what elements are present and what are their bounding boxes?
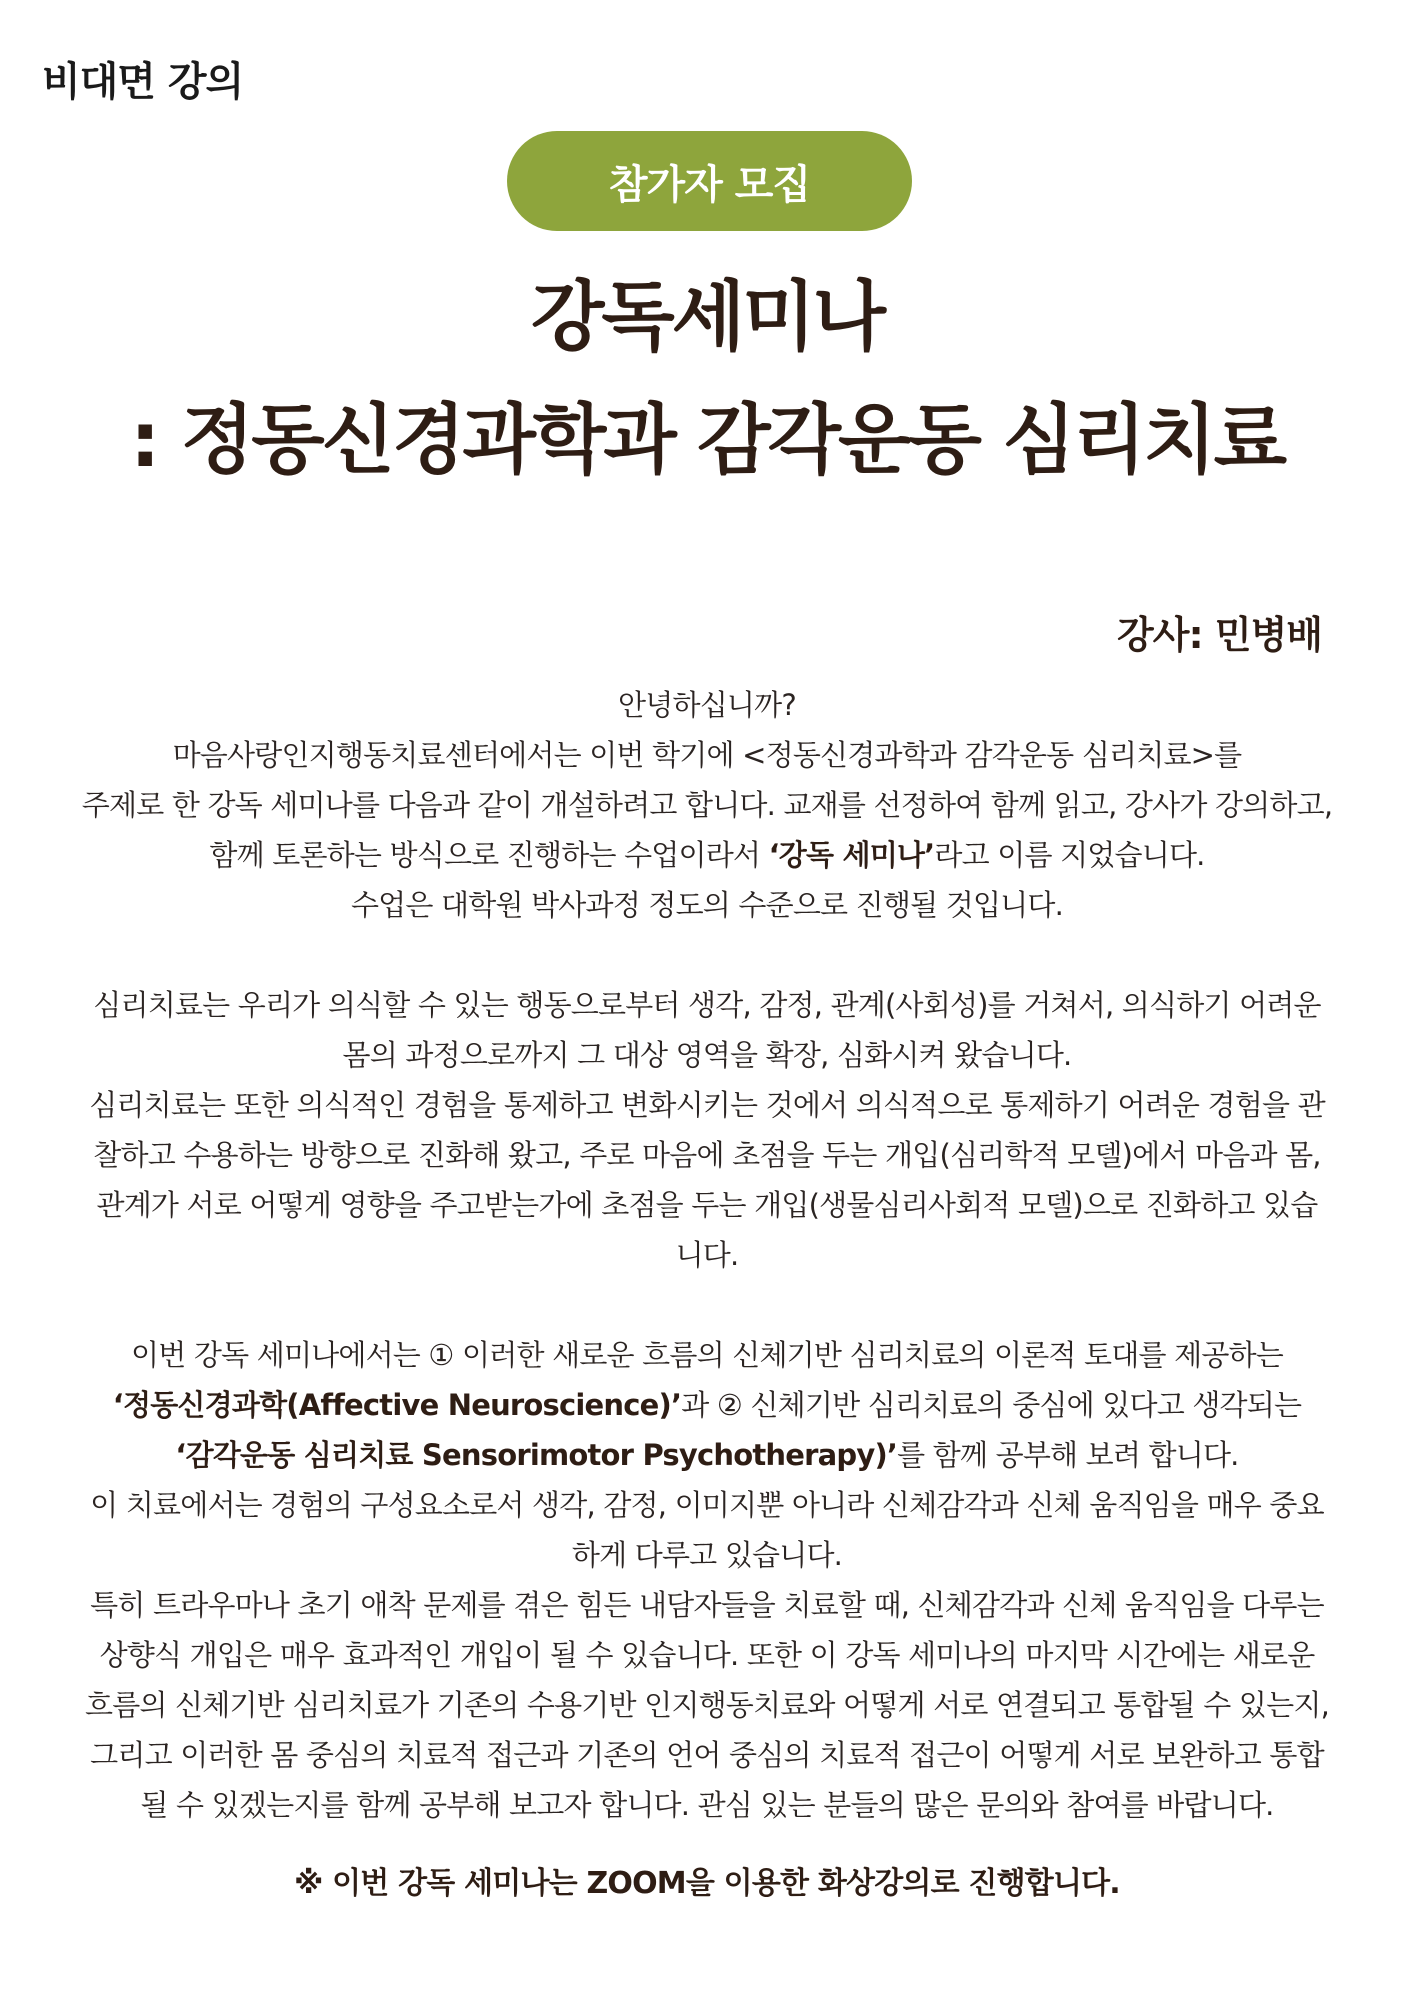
paragraph-line: 이 치료에서는 경험의 구성요소로서 생각, 감정, 이미지뿐 아니라 신체감각과 신체 움직임을 매우 중요 [90, 1488, 1324, 1522]
paragraph-spacer [40, 1280, 1374, 1330]
paragraph-text: 를 함께 공부해 보려 합니다. [897, 1438, 1239, 1472]
recruitment-badge-label: 참가자 모집 [608, 161, 811, 208]
paragraph-line: 니다. [675, 1238, 739, 1272]
intro-line [40, 830, 1374, 880]
zoom-notice: ※ 이번 강독 세미나는 ZOOM을 이용한 화상강의로 진행합니다. [294, 1866, 1120, 1901]
topic-emphasis: ‘정동신경과학(Affective Neuroscience)’ [112, 1388, 682, 1422]
page-subtitle: : 정동신경과학과 감각운동 심리치료 [129, 395, 1284, 484]
paragraph-line: 상향식 개입은 매우 효과적인 개입이 될 수 있습니다. 또한 이 강독 세미나의 마지막 시간에는 새로운 [99, 1638, 1315, 1672]
paragraph-line: 흐름의 신체기반 심리치료가 기존의 수용기반 인지행동치료와 어떻게 서로 연결되고 통합될 수 있는지, [84, 1688, 1329, 1722]
paragraph-line [40, 1380, 1374, 1430]
intro-line: 안녕하십니까? [618, 688, 796, 722]
paragraph-line: 관계가 서로 어떻게 영향을 주고받는가에 초점을 두는 개입(생물심리사회적 모델)으로 진화하고 있습 [96, 1188, 1318, 1222]
intro-text: 라고 이름 지었습니다. [934, 838, 1205, 872]
paragraph-line [40, 1430, 1374, 1480]
intro-line: 주제로 한 강독 세미나를 다음과 같이 개설하려고 합니다. 교재를 선정하여 함께 읽고, 강사가 강의하고, [81, 788, 1333, 822]
paragraph-line: 심리치료는 또한 의식적인 경험을 통제하고 변화시키는 것에서 의식적으로 통제하기 어려운 경험을 관 [89, 1088, 1325, 1122]
instructor-name: 강사: 민병배 [1117, 613, 1322, 657]
paragraph-line: 특히 트라우마나 초기 애착 문제를 겪은 힘든 내담자들을 치료할 때, 신체감각과 신체 움직임을 다루는 [90, 1588, 1324, 1622]
page-title: 강독세미나 [530, 272, 884, 361]
paragraph-text: 과 ② 신체기반 심리치료의 중심에 있다고 생각되는 [681, 1388, 1302, 1422]
paragraph-line: 이번 강독 세미나에서는 ① 이러한 새로운 흐름의 신체기반 심리치료의 이론적 토대를 제공하는 [131, 1338, 1283, 1372]
paragraph-line: 될 수 있겠는지를 함께 공부해 보고자 합니다. 관심 있는 분들의 많은 문의와 참여를 바랍니다. [140, 1788, 1274, 1822]
body-text [40, 680, 1374, 1830]
recruitment-badge [507, 131, 912, 231]
paragraph-line: 찰하고 수용하는 방향으로 진화해 왔고, 주로 마음에 초점을 두는 개입(심리학적 모델)에서 마음과 몸, [93, 1138, 1321, 1172]
paragraph-line: 심리치료는 우리가 의식할 수 있는 행동으로부터 생각, 감정, 관계(사회성)를 거쳐서, 의식하기 어려운 [93, 988, 1321, 1022]
paragraph-line: 몸의 과정으로까지 그 대상 영역을 확장, 심화시켜 왔습니다. [342, 1038, 1072, 1072]
paragraph-line: 그리고 이러한 몸 중심의 치료적 접근과 기존의 언어 중심의 치료적 접근이 어떻게 서로 보완하고 통합 [90, 1738, 1324, 1772]
intro-line: 수업은 대학원 박사과정 정도의 수준으로 진행될 것입니다. [350, 888, 1064, 922]
online-lecture-label: 비대면 강의 [42, 59, 244, 105]
topic-emphasis: ‘감각운동 심리치료 Sensorimotor Psychotherapy)’ [175, 1438, 898, 1472]
intro-line: 마음사랑인지행동치료센터에서는 이번 학기에 <정동신경과학과 감각운동 심리치료>를 [172, 738, 1242, 772]
paragraph-spacer [40, 930, 1374, 980]
intro-text: 함께 토론하는 방식으로 진행하는 수업이라서 [209, 838, 769, 872]
paragraph-line: 하게 다루고 있습니다. [571, 1538, 843, 1572]
seminar-name-emphasis: ‘강독 세미나’ [768, 838, 935, 872]
